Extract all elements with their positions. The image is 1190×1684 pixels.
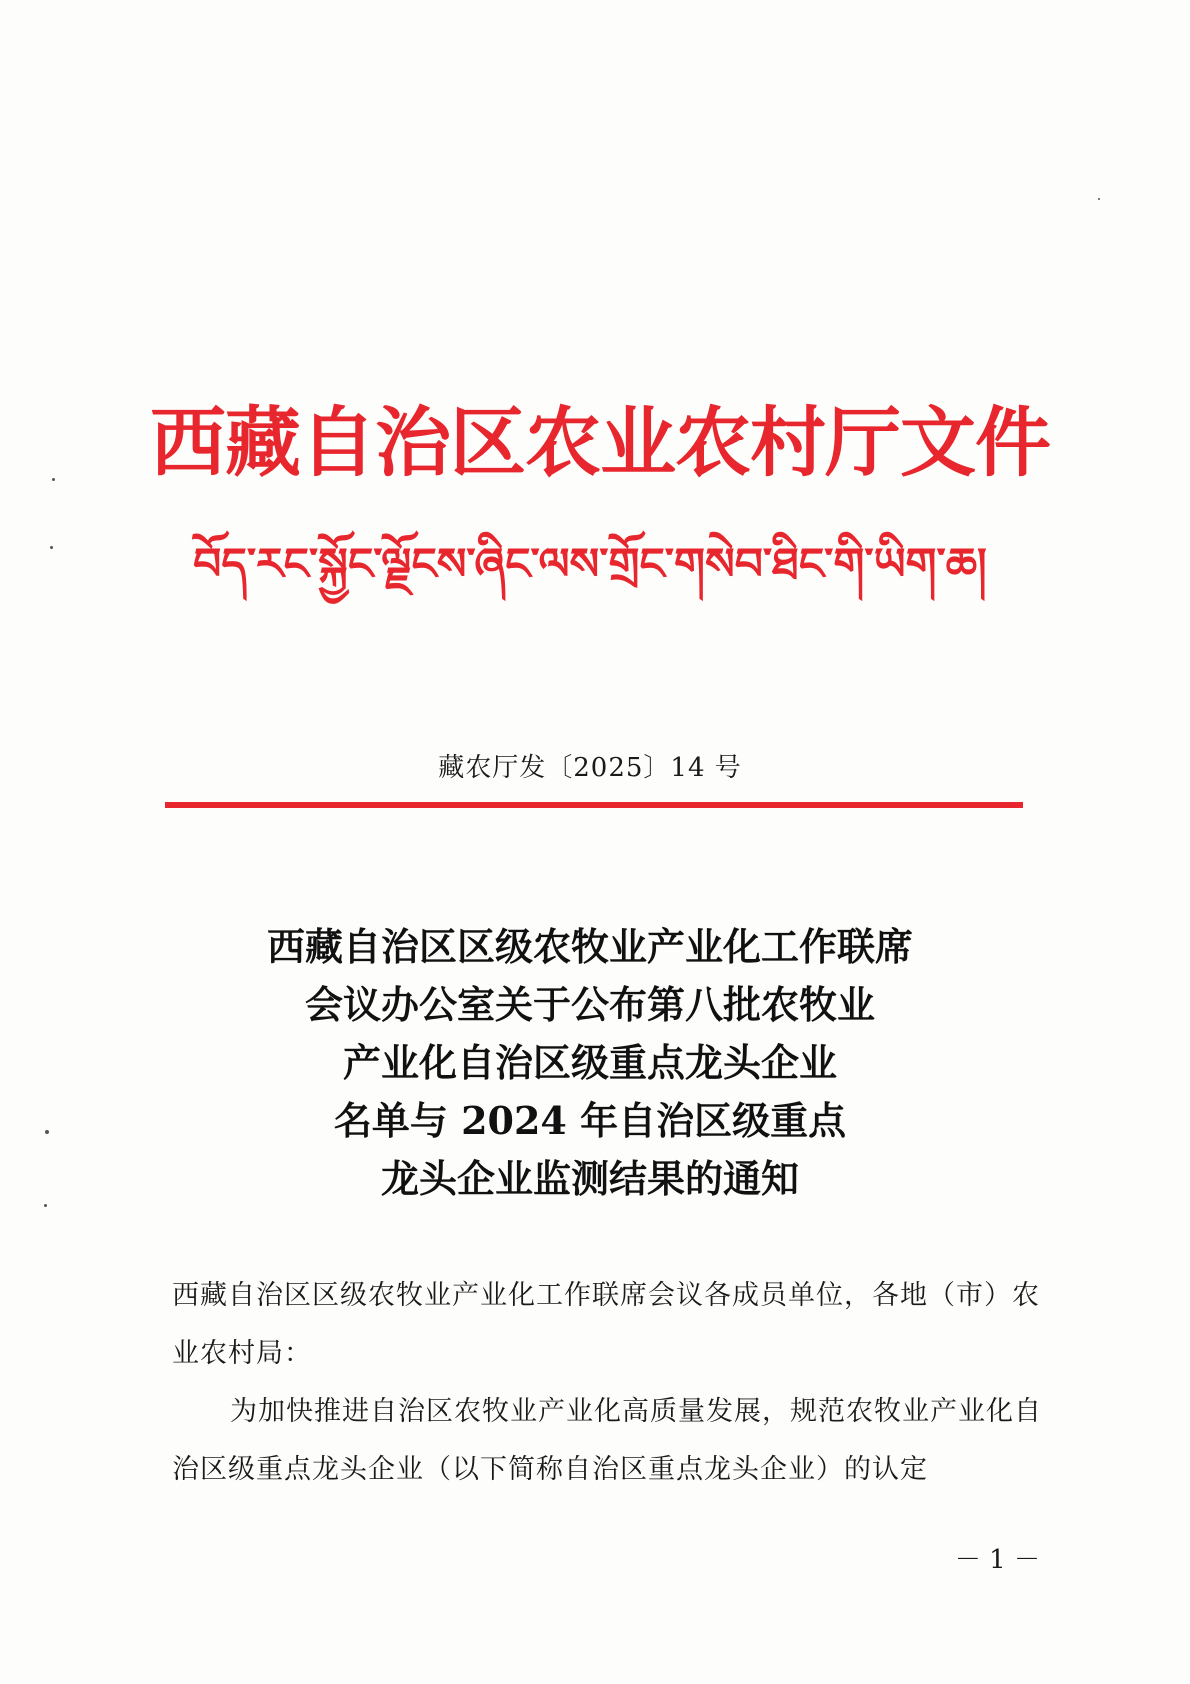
notice-title-line: 西藏自治区区级农牧业产业化工作联席: [266, 924, 913, 969]
notice-title: [150, 918, 1030, 1208]
scan-speck: [45, 1130, 49, 1134]
issuing-authority-title: 西藏自治区农业农村厅文件: [150, 398, 1050, 487]
body-paragraph: 为加快推进自治区农牧业产业化高质量发展，规范农牧业产业化自治区级重点龙头企业（以下简称自治区重点龙头企业）的认定: [172, 1396, 1042, 1485]
page-number: － 1 －: [954, 1545, 1040, 1575]
recipients-line: 西藏自治区区级农牧业产业化工作联席会议各成员单位，各地（市）农业农村局：: [172, 1280, 1040, 1369]
notice-title-line: 会议办公室关于公布第八批农牧业: [304, 982, 875, 1027]
notice-title-line: 龙头企业监测结果的通知: [380, 1156, 799, 1201]
document-body: [172, 1267, 1047, 1499]
issuing-authority-title-tibetan: བོད་རང་སྐྱོང་ལྗོངས་ཞིང་ལས་གྲོང་གསེབ་ཐིང་གི་ཡིག་ཆ།: [193, 539, 987, 590]
scan-speck: [52, 478, 55, 481]
scan-speck: [44, 1204, 47, 1207]
scan-speck: [1098, 198, 1100, 200]
notice-title-line: 名单与 2024 年自治区级重点: [333, 1098, 847, 1143]
notice-title-line: 产业化自治区级重点龙头企业: [342, 1040, 837, 1085]
document-number: 藏农厅发〔2025〕14 号: [438, 753, 742, 783]
red-separator-rule: [165, 802, 1023, 808]
scan-speck: [50, 546, 53, 549]
